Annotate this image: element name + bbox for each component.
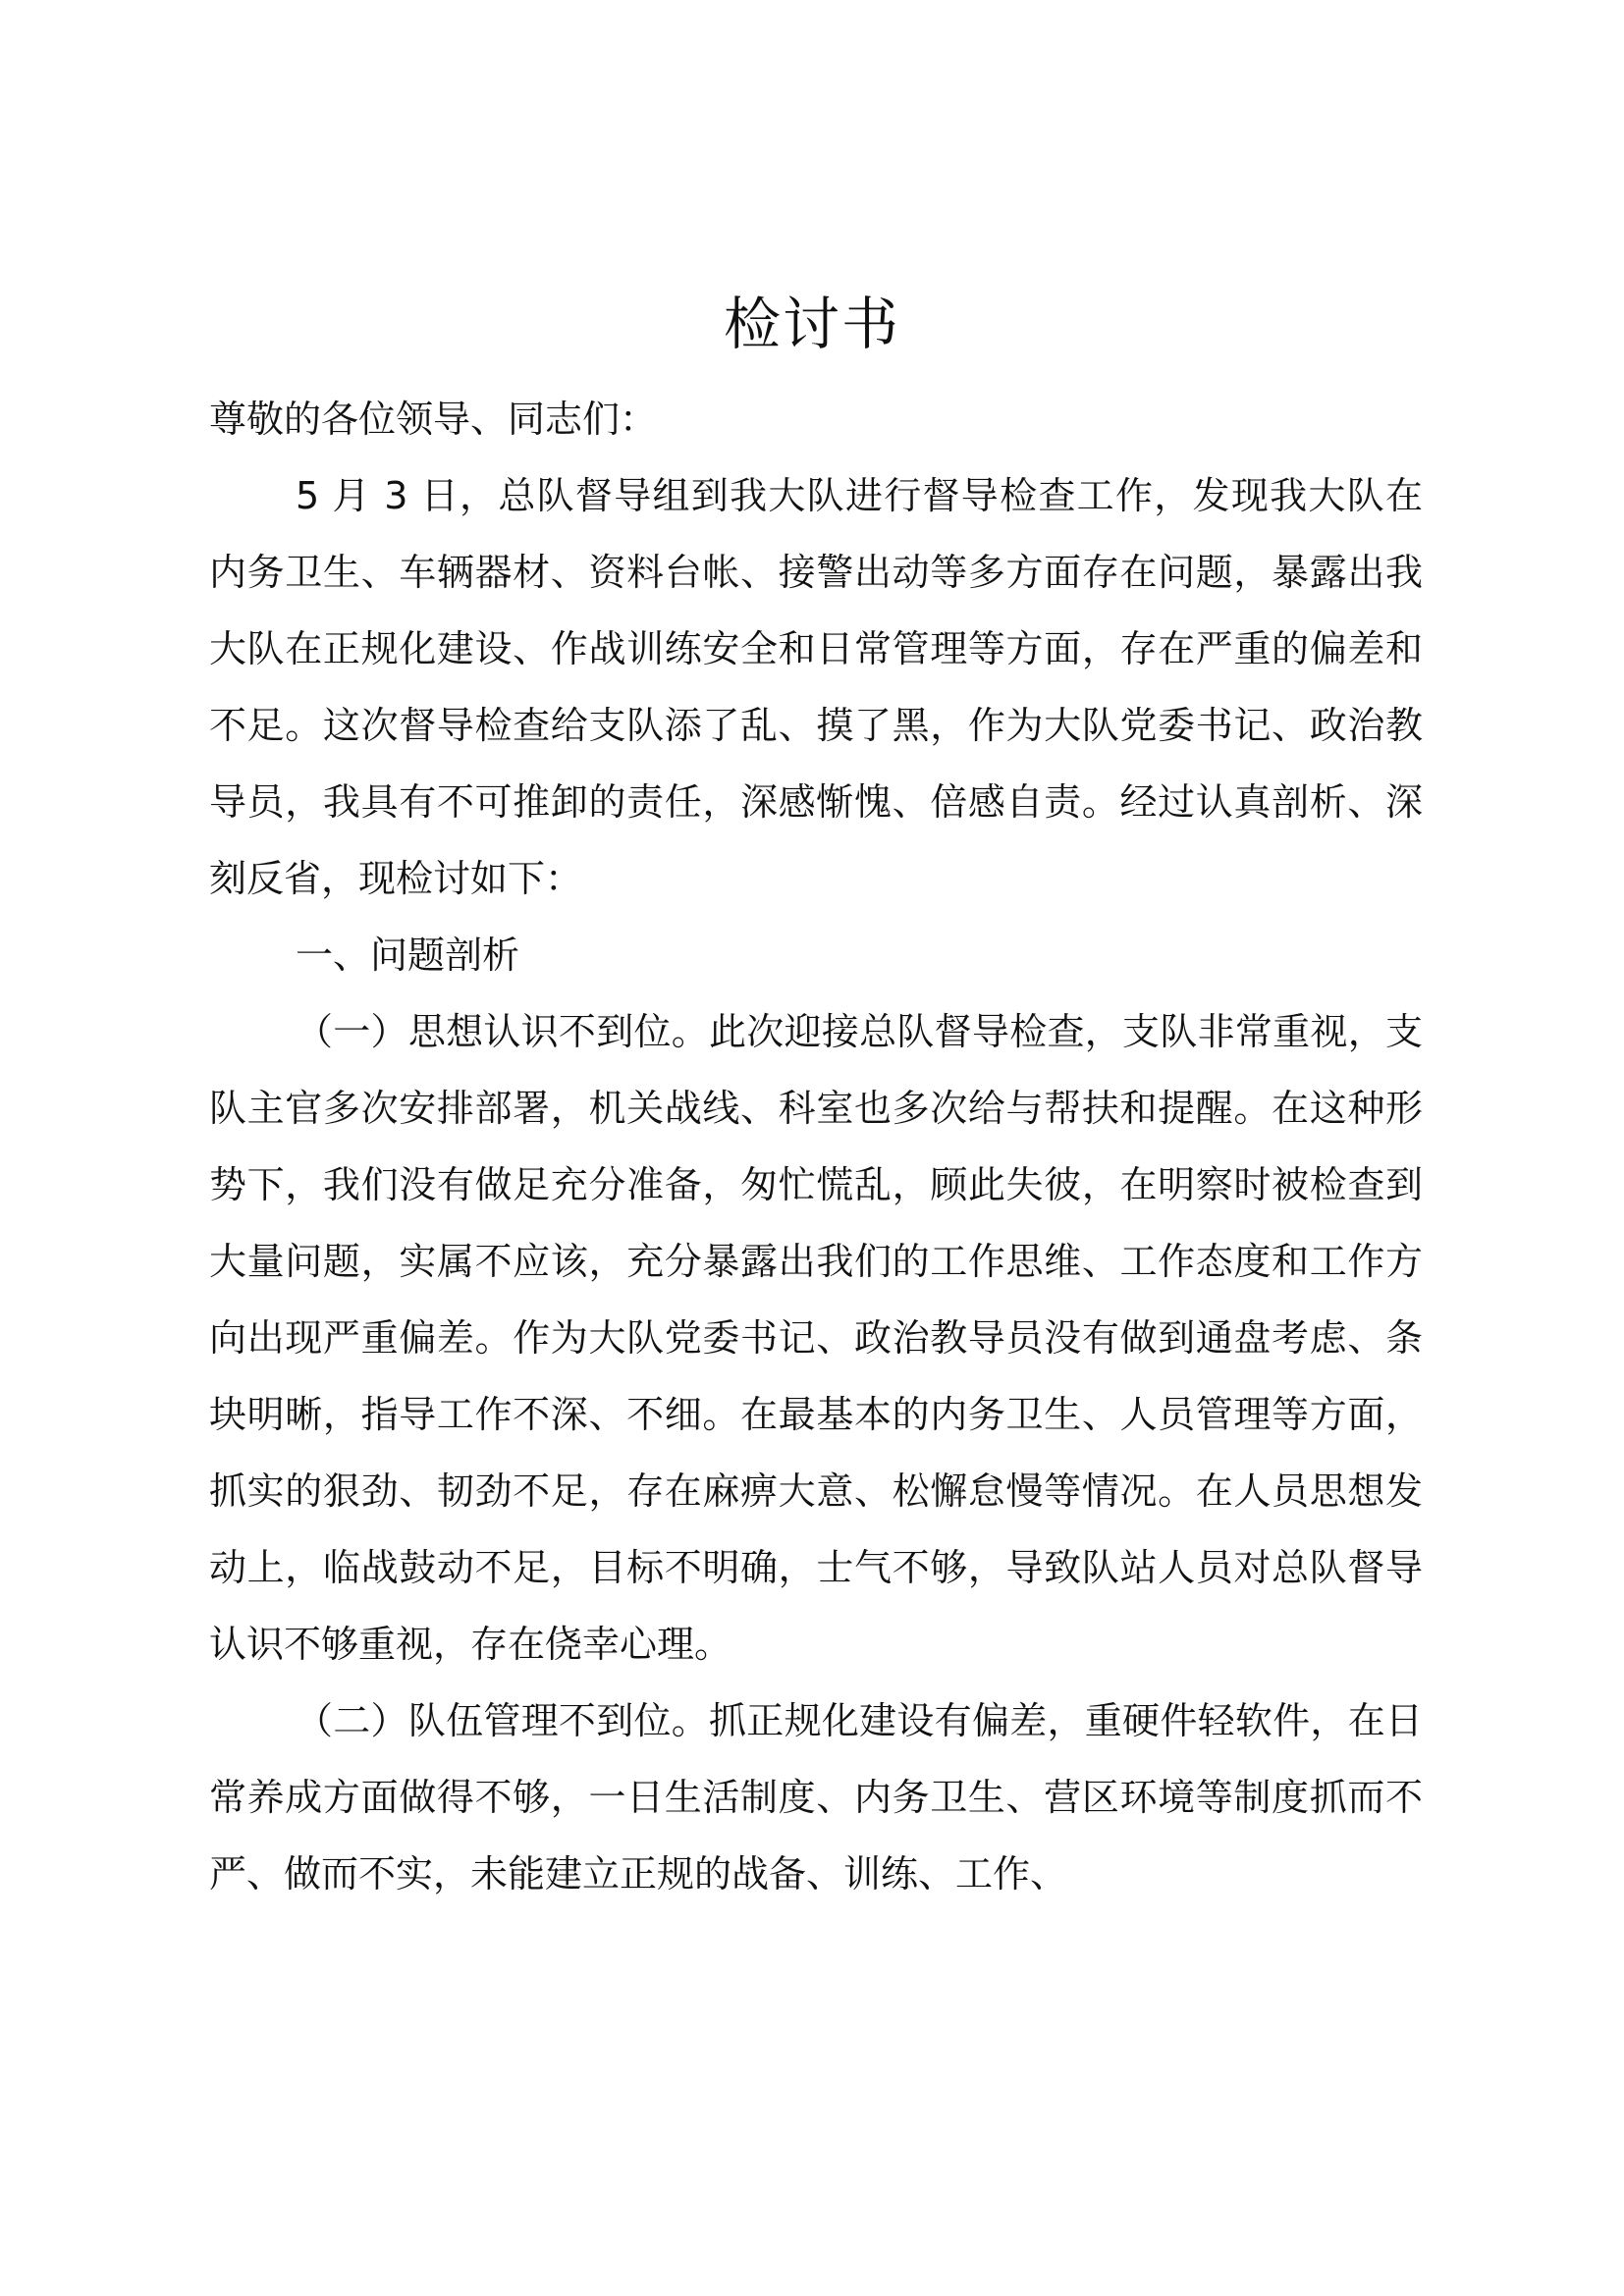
salutation: 尊敬的各位领导、同志们： (209, 398, 658, 441)
item-1-paragraph: （一）思想认识不到位。此次迎接总队督导检查，支队非常重视，支队主官多次安排部署，机关战线、科室也多次给与帮扶和提醒。在这种形势下，我们没有做足充分准备，匆忙慌乱，顾此失彼，在明察时被检查到大量问题，实属不应该，充分暴露出我们的工作思维、工作态度和工作方向出现严重偏差。作为大队党委书记、政治教导员没有做到通盘考虑、条块明晰，指导工作不深、不细。在最基本的内务卫生、人员管理等方面，抓实的狠劲、韧劲不足，存在麻痹大意、松懈怠慢等情况。在人员思想发动上，临战鼓动不足，目标不明确，士气不够，导致队站人员对总队督导认识不够重视，存在侥幸心理。 (209, 1010, 1423, 1666)
section-heading: 一、问题剖析 (296, 934, 520, 977)
item-2-paragraph: （二）队伍管理不到位。抓正规化建设有偏差，重硬件轻软件，在日常养成方面做得不够，一日生活制度、内务卫生、营区环境等制度抓而不严、做而不实，未能建立正规的战备、训练、工作、 (209, 1699, 1423, 1896)
document-body (209, 381, 1423, 1912)
intro-paragraph: 5 月 3 日，总队督导组到我大队进行督导检查工作，发现我大队在内务卫生、车辆器材、资料台帐、接警出动等多方面存在问题，暴露出我大队在正规化建设、作战训练安全和日常管理等方面，存在严重的偏差和不足。这次督导检查给支队添了乱、摸了黑，作为大队党委书记、政治教导员，我具有不可推卸的责任，深感惭愧、倍感自责。经过认真剖析、深刻反省，现检讨如下： (209, 474, 1423, 900)
document-title: 检讨书 (723, 291, 900, 357)
